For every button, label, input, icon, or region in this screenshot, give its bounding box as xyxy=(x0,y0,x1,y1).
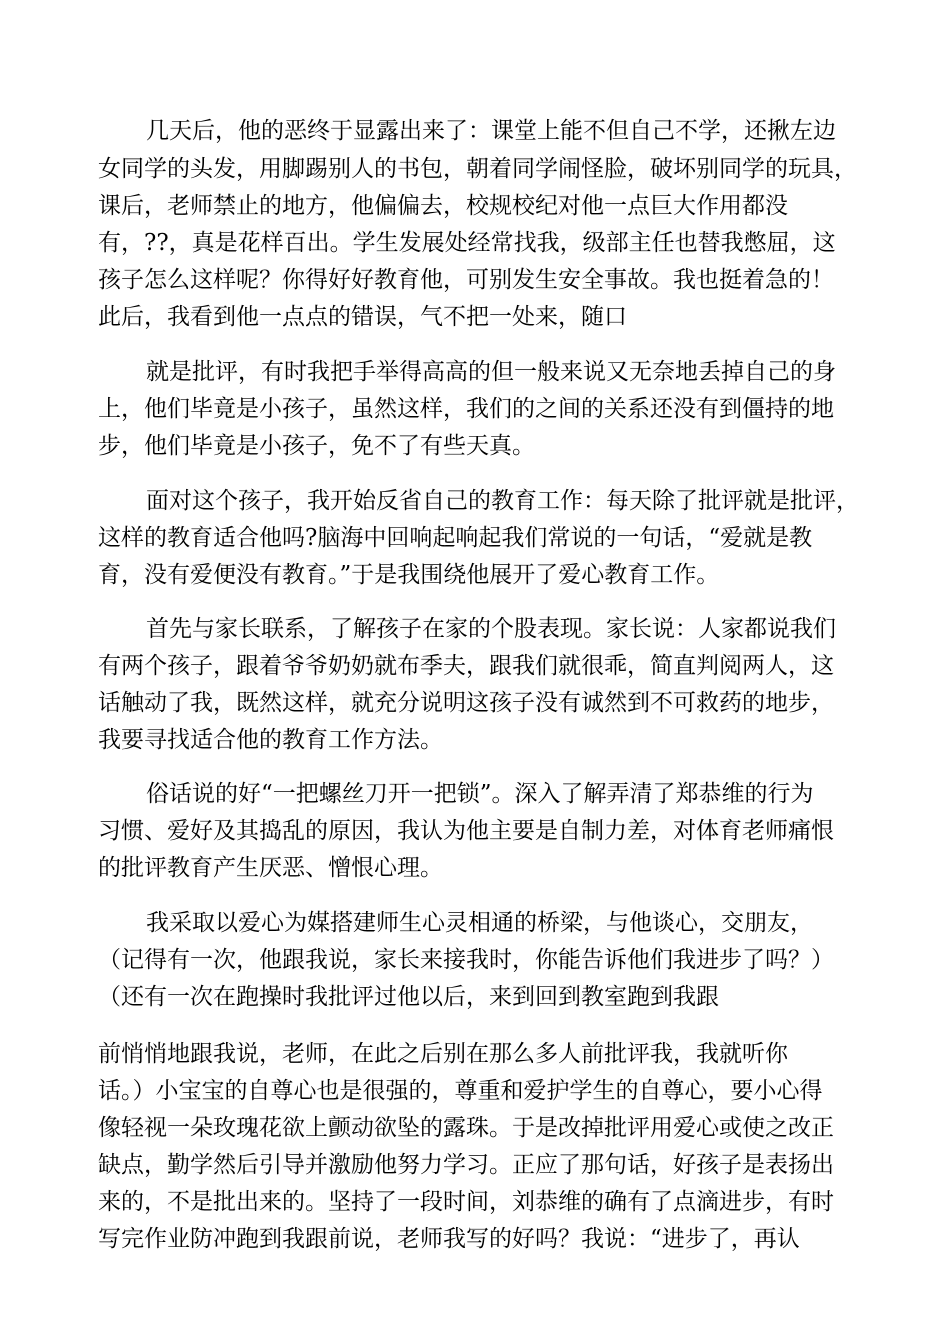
text-line: 写完作业防冲跑到我跟前说，老师我写的好吗？我说：“进步了，再认 xyxy=(98,1226,800,1252)
text-line: 我要寻找适合他的教育工作方法。 xyxy=(98,727,443,753)
text-line: 的批评教育产生厌恶、憎恨心理。 xyxy=(98,855,443,881)
text-line: 像轻视一朵玫瑰花欲上颤动欲坠的露珠。于是改掉批评用爱心或使之改正 xyxy=(98,1115,834,1141)
text-line: 有，??，真是花样百出。学生发展处经常找我，级部主任也替我憋屈，这 xyxy=(98,230,836,256)
text-line: 习惯、爱好及其捣乱的原因，我认为他主要是自制力差，对体育老师痛恨 xyxy=(98,818,834,844)
text-line: 来的，不是批出来的。坚持了一段时间，刘恭维的确有了点滴进步，有时 xyxy=(98,1189,834,1215)
text-line: 课后，老师禁止的地方，他偏偏去，校规校纪对他一点巨大作用都没 xyxy=(98,193,788,219)
text-line: 有两个孩子，跟着爷爷奶奶就布季夫，跟我们就很乖，简直判阅两人，这 xyxy=(98,653,834,679)
text-line: 缺点，勤学然后引导并激励他努力学习。正应了那句话，好孩子是表扬出 xyxy=(98,1152,834,1178)
text-line: 几天后，他的恶终于显露出来了：课堂上能不但自己不学，还揪左边 xyxy=(146,118,836,144)
text-line: 上，他们毕竟是小孩子，虽然这样，我们的之间的关系还没有到僵持的地 xyxy=(98,396,834,422)
text-line: 面对这个孩子，我开始反省自己的教育工作：每天除了批评就是批评， xyxy=(146,488,859,514)
text-line: 首先与家长联系，了解孩子在家的个股表现。家长说：人家都说我们 xyxy=(146,616,836,642)
text-line: 俗话说的好“一把螺丝刀开一把锁”。深入了解弄清了郑恭维的行为 xyxy=(146,781,814,807)
text-line: 育，没有爱便没有教育。”于是我围绕他展开了爱心教育工作。 xyxy=(98,562,720,588)
text-line: 话。）小宝宝的自尊心也是很强的，尊重和爱护学生的自尊心，要小心得 xyxy=(98,1078,823,1104)
text-line: 就是批评，有时我把手举得高高的但一般来说又无奈地丢掉自己的身 xyxy=(146,359,836,385)
text-line: 前悄悄地跟我说，老师，在此之后别在那么多人前批评我，我就听你 xyxy=(98,1041,788,1067)
text-line: 这样的教育适合他吗?脑海中回响起响起我们常说的一句话，“爱就是教 xyxy=(98,525,813,551)
text-line: 孩子怎么这样呢？你得好好教育他，可别发生安全事故。我也挺着急的！ xyxy=(98,267,834,293)
text-line: 话触动了我，既然这样，就充分说明这孩子没有诚然到不可救药的地步， xyxy=(98,690,834,716)
text-line: （记得有一次，他跟我说，家长来接我时，你能告诉他们我进步了吗？） xyxy=(98,947,834,973)
text-line: 步，他们毕竟是小孩子，免不了有些天真。 xyxy=(98,433,535,459)
text-line: 女同学的头发，用脚踢别人的书包，朝着同学闹怪脸，破坏别同学的玩具， xyxy=(98,156,857,182)
text-line: 我采取以爱心为媒搭建师生心灵相通的桥梁，与他谈心，交朋友， xyxy=(146,910,813,936)
text-line: （还有一次在跑操时我批评过他以后，来到回到教室跑到我跟 xyxy=(98,984,719,1010)
text-line: 此后，我看到他一点点的错误，气不把一处来，随口 xyxy=(98,304,627,330)
